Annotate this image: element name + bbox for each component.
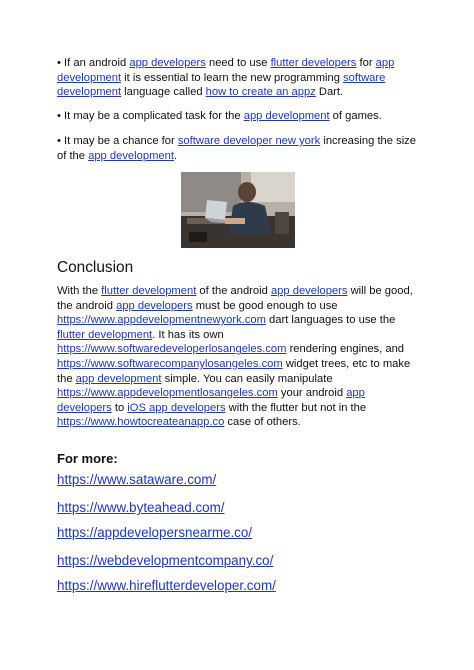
bullet-paragraph	[57, 109, 419, 124]
inline-link[interactable]: https://www.howtocreateanapp.co	[57, 416, 225, 429]
inline-link[interactable]: software developer new york	[177, 135, 321, 147]
text-run: • If an android	[57, 57, 130, 69]
inline-link[interactable]: flutter development	[57, 328, 153, 341]
text-run: case of others.	[224, 416, 301, 429]
text-run: simple. You can easily manipulate	[161, 372, 333, 385]
text-run: with the flutter but not in the	[225, 401, 367, 414]
photo-illustration	[181, 172, 295, 248]
text-run: • It may be a chance for	[57, 135, 178, 147]
inline-link[interactable]: https://www.softwarecompanylosangeles.com	[57, 357, 283, 370]
text-run: widget trees, etc to make the	[57, 357, 411, 385]
inline-link[interactable]: app development	[75, 372, 162, 385]
inline-link[interactable]: app development	[243, 110, 330, 122]
text-run: of the android	[196, 285, 271, 297]
for-more-link[interactable]: https://www.byteahead.com/	[57, 500, 225, 515]
inline-link[interactable]: iOS app developers	[127, 401, 226, 414]
inline-link[interactable]: flutter development	[101, 285, 197, 297]
text-run: . It has its own	[152, 328, 224, 341]
conclusion-paragraph	[57, 284, 419, 430]
text-run: increasing the size of the	[57, 135, 417, 162]
text-run: With the	[57, 285, 102, 297]
text-run: need to use	[205, 57, 271, 69]
inline-link[interactable]: https://www.softwaredeveloperlosangeles.com	[57, 343, 287, 356]
inline-link[interactable]: how to create an appz	[205, 86, 316, 99]
bullet-paragraph	[57, 134, 419, 163]
text-run: Dart.	[315, 86, 344, 99]
for-more-link[interactable]: https://appdevelopersnearme.co/	[57, 525, 253, 540]
laptop-photo-image	[181, 172, 295, 248]
text-run: for	[356, 57, 376, 69]
inline-link[interactable]: app developers	[116, 299, 193, 312]
inline-link[interactable]: app development	[57, 57, 395, 84]
text-run: must be good enough to use	[192, 299, 338, 312]
text-run: • It may be a complicated task for the	[57, 110, 244, 122]
bullet-paragraph	[57, 56, 419, 100]
text-run: of games.	[329, 110, 382, 122]
for-more-link[interactable]: https://www.sataware.com/	[57, 472, 217, 487]
text-run: it is essential to learn the new programming	[121, 71, 344, 84]
text-run: rendering engines, and	[286, 343, 405, 356]
text-run: to	[111, 401, 128, 414]
inline-link[interactable]: software development	[57, 71, 386, 99]
text-run: .	[173, 149, 178, 162]
for-more-link[interactable]: https://webdevelopmentcompany.co/	[57, 553, 274, 568]
conclusion-heading: Conclusion	[57, 259, 134, 276]
text-run: dart languages to use the	[265, 314, 396, 327]
inline-link[interactable]: app developers	[270, 285, 348, 297]
for-more-heading: For more:	[57, 451, 118, 466]
for-more-link[interactable]: https://www.hireflutterdeveloper.com/	[57, 578, 276, 593]
inline-link[interactable]: app development	[88, 149, 174, 162]
inline-link[interactable]: https://www.appdevelopmentnewyork.com	[57, 314, 266, 327]
text-run: will be good, the android	[57, 285, 413, 312]
inline-link[interactable]: https://www.appdevelopmentlosangeles.com	[57, 387, 278, 400]
inline-link[interactable]: app developers	[57, 387, 365, 414]
text-run: language called	[121, 86, 206, 99]
text-run: your android	[277, 387, 347, 400]
inline-link[interactable]: app developers	[129, 57, 206, 69]
inline-link[interactable]: flutter developers	[270, 57, 357, 69]
